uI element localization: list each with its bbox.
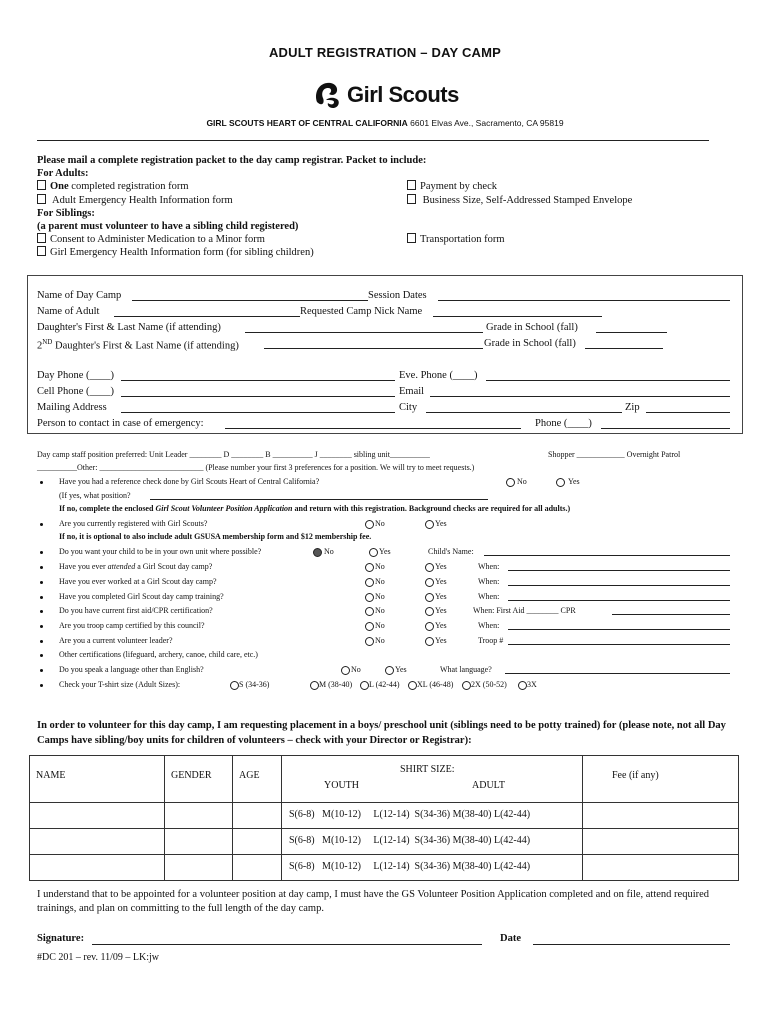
cell-phone-field[interactable] (121, 396, 395, 397)
bullet (40, 596, 43, 599)
emergency-contact-field[interactable] (225, 428, 521, 429)
own-unit-no-label: No (324, 547, 334, 556)
form-title: ADULT REGISTRATION – DAY CAMP (268, 45, 502, 60)
checkbox-girl-health[interactable] (37, 246, 46, 256)
attended-no-radio[interactable] (365, 563, 374, 572)
own-unit-question: Do you want your child to be in your own unit where possible? (59, 547, 262, 556)
fee-cell[interactable] (583, 829, 739, 855)
adult-label: ADULT (472, 780, 505, 791)
for-siblings-label: For Siblings: (37, 207, 95, 219)
fee-cell[interactable] (583, 855, 739, 881)
day-phone-label: Day Phone (____) (37, 370, 114, 381)
tshirt-size-label: S (34-36) (239, 680, 270, 689)
training-no-label: No (375, 592, 385, 601)
language-no-label: No (351, 665, 361, 674)
bullet (40, 566, 43, 569)
signature-label: Signature: (37, 933, 85, 944)
name-cell[interactable] (30, 803, 165, 829)
daughter2-label (37, 338, 239, 352)
tshirt-size-label: L (42-44) (369, 680, 400, 689)
certified-yes-radio[interactable] (425, 622, 434, 631)
ref-no-label: No (517, 477, 527, 486)
certified-no-label: No (375, 621, 385, 630)
name-header: NAME (30, 756, 165, 803)
for-adults-label: For Adults: (37, 168, 89, 180)
attended-when-field[interactable] (508, 570, 730, 571)
attended-italic: attended (107, 562, 136, 571)
zip-label: Zip (625, 402, 640, 413)
tshirt-question: Check your T-shirt size (Adult Sizes): (59, 680, 181, 689)
age-cell[interactable] (233, 855, 282, 881)
name-cell[interactable] (30, 829, 165, 855)
ref-check-yes-radio[interactable] (556, 478, 565, 487)
training-no-radio[interactable] (365, 593, 374, 602)
ref-position-label: (If yes, what position? (59, 491, 131, 500)
tshirt-size-label: 3X (527, 680, 537, 689)
one-label: One (50, 181, 69, 193)
tshirt-size-label: 2X (50-52) (471, 680, 507, 689)
training-when-field[interactable] (508, 600, 730, 601)
mailing-address-field[interactable] (121, 412, 395, 413)
own-unit-no-radio[interactable] (313, 548, 322, 557)
childs-name-field[interactable] (484, 555, 730, 556)
council-line (0, 118, 770, 128)
worked-when-field[interactable] (508, 585, 730, 586)
city-label: City (399, 402, 418, 413)
cell-phone-label: Cell Phone (____) (37, 386, 114, 397)
sibling-table (29, 755, 739, 881)
girl-health-label: Girl Emergency Health Information form (for sibling children) (50, 247, 314, 259)
registration-form-label: completed registration form (68, 181, 189, 193)
bullet (40, 625, 43, 628)
worked-yes-radio[interactable] (425, 578, 434, 587)
leader-no-radio[interactable] (365, 637, 374, 646)
fee-header: Fee (if any) (583, 756, 739, 803)
language-yes-radio[interactable] (385, 666, 394, 675)
ordinal-number: 2 (37, 340, 43, 352)
worked-no-label: No (375, 577, 385, 586)
bullet (40, 669, 43, 672)
first-aid-when-label: When: First Aid ________ CPR (473, 606, 576, 615)
daughter2-text: Daughter's First & Last Name (if attending) (52, 340, 239, 352)
girl-scouts-logo (313, 80, 463, 110)
ref-note (59, 504, 570, 513)
gender-cell[interactable] (165, 829, 233, 855)
shirt-size-header (282, 756, 583, 803)
consent-label: Consent to Administer Medication to a Minor form (50, 234, 265, 246)
grade2-label: Grade in School (fall) (484, 338, 576, 349)
council-address: 6601 Elvas Ave., Sacramento, CA 95819 (410, 118, 564, 128)
date-label: Date (500, 933, 521, 944)
fee-cell[interactable] (583, 803, 739, 829)
payment-label: Payment by check (420, 181, 497, 193)
session-dates-label: Session Dates (368, 290, 427, 301)
daughter2-field[interactable] (264, 348, 483, 349)
email-label: Email (399, 386, 425, 397)
attended-when-label: When: (478, 562, 500, 571)
size-options[interactable]: S(6-8) M(10-12) L(12-14) S(34-36) M(38-40) L(42-44) (282, 803, 583, 829)
training-question: Have you completed Girl Scout day camp training? (59, 592, 224, 601)
attended-question (59, 562, 212, 571)
packet-heading: Please mail a complete registration packet to the day camp registrar. Packet to include: (37, 155, 427, 166)
leader-question: Are you a current volunteer leader? (59, 636, 173, 645)
council-name: GIRL SCOUTS HEART OF CENTRAL CALIFORNIA (206, 118, 408, 128)
logo-wordmark: Girl Scouts (347, 82, 459, 107)
tshirt-size-radio[interactable] (230, 681, 239, 690)
gender-header: GENDER (165, 756, 233, 803)
leader-no-label: No (375, 636, 385, 645)
attended-a: Have you ever (59, 562, 108, 571)
what-language-label: What language? (440, 665, 492, 674)
worked-when-label: When: (478, 577, 500, 586)
first-aid-yes-label: Yes (435, 606, 447, 615)
leader-when-label: Troop # (478, 636, 504, 645)
adult-name-field[interactable] (114, 316, 300, 317)
youth-label: YOUTH (324, 780, 359, 791)
first-aid-yes-radio[interactable] (425, 607, 434, 616)
emergency-phone-field[interactable] (601, 428, 730, 429)
language-question: Do you speak a language other than English? (59, 665, 204, 674)
daughter1-field[interactable] (245, 332, 483, 333)
worked-yes-label: Yes (435, 577, 447, 586)
ref-note-a: If no, complete the enclosed (59, 504, 156, 513)
envelope-label: Business Size, Self-Addressed Stamped Envelope (420, 194, 633, 206)
tshirt-size-label: M (38-40) (319, 680, 353, 689)
what-language-field[interactable] (505, 673, 730, 674)
grade2-field[interactable] (585, 348, 663, 349)
other-cert-question: Other certifications (lifeguard, archery, canoe, child care, etc.) (59, 650, 258, 659)
tshirt-size-radio[interactable] (462, 681, 471, 690)
eve-phone-label: Eve. Phone (____) (399, 370, 478, 381)
first-aid-no-label: No (375, 606, 385, 615)
day-phone-field[interactable] (121, 380, 395, 381)
certified-when-field[interactable] (508, 629, 730, 630)
ref-yes-label: Yes (568, 477, 580, 486)
own-unit-yes-label: Yes (379, 547, 391, 556)
tshirt-size-radio[interactable] (518, 681, 527, 690)
tshirt-size-radio[interactable] (360, 681, 369, 690)
trefoil-profile-icon (313, 80, 343, 110)
checkbox-consent[interactable] (37, 233, 46, 243)
name-cell[interactable] (30, 855, 165, 881)
session-dates-field[interactable] (438, 300, 730, 301)
header-divider (37, 140, 709, 141)
staff-position-line-b: Shopper ____________ Overnight Patrol (548, 450, 681, 459)
language-yes-label: Yes (395, 665, 407, 674)
tshirt-size-radio[interactable] (408, 681, 417, 690)
registered-note: If no, it is optional to also include adult GSUSA membership form and $12 membership fee. (59, 532, 372, 541)
bullet (40, 684, 43, 687)
ref-note-italic: Girl Scout Volunteer Position Application (155, 504, 293, 513)
grade1-label: Grade in School (fall) (486, 322, 578, 333)
ref-note-b: and return with this registration. Background checks are required for all adults.) (292, 504, 571, 513)
health-form-label: Adult Emergency Health Information form (50, 194, 233, 206)
bullet (40, 481, 43, 484)
attended-yes-label: Yes (435, 562, 447, 571)
daughter1-label: Daughter's First & Last Name (if attending) (37, 322, 221, 333)
attended-b: a Girl Scout day camp? (135, 562, 213, 571)
emergency-contact-label: Person to contact in case of emergency: (37, 418, 204, 429)
staff-position-line: Day camp staff position preferred: Unit Leader ________ D ________ B __________ J ________ sibling unit__________ (37, 450, 430, 459)
mailing-address-label: Mailing Address (37, 402, 107, 413)
grade1-field[interactable] (596, 332, 667, 333)
registered-no-radio[interactable] (365, 520, 374, 529)
age-cell[interactable] (233, 829, 282, 855)
form-number: #DC 201 – rev. 11/09 – LK:jw (37, 952, 160, 963)
own-unit-yes-radio[interactable] (369, 548, 378, 557)
contact-info-box (27, 275, 743, 434)
gender-cell[interactable] (165, 855, 233, 881)
volunteer-placement-text: In order to volunteer for this day camp, I am requesting placement in a boys/ preschool unit (siblings need to be potty trained) for (please note, not all Day Camps have sibling/boy units for children of volunteers – check with your Director or Registrar): (37, 720, 726, 746)
checkbox-payment[interactable] (407, 180, 416, 190)
ref-position-field[interactable] (150, 499, 488, 500)
tshirt-size-radio[interactable] (310, 681, 319, 690)
checkbox-envelope[interactable] (407, 194, 416, 204)
agreement-text: I understand that to be appointed for a volunteer position at day camp, I must have the GS Volunteer Position Application completed and on file, attend required trainings, and plan on committing to the full length of the day camp. (37, 889, 710, 914)
checkbox-transport[interactable] (407, 233, 416, 243)
sibling-note: (a parent must volunteer to have a sibling child registered) (37, 220, 299, 232)
certified-no-radio[interactable] (365, 622, 374, 631)
nick-name-label: Requested Camp Nick Name (300, 306, 423, 317)
size-options[interactable]: S(6-8) M(10-12) L(12-14) S(34-36) M(38-40) L(42-44) (282, 855, 583, 881)
zip-field[interactable] (646, 412, 730, 413)
leader-yes-label: Yes (435, 636, 447, 645)
nick-name-field[interactable] (433, 316, 602, 317)
registered-question: Are you currently registered with Girl Scouts? (59, 519, 208, 528)
email-field[interactable] (430, 396, 730, 397)
leader-yes-radio[interactable] (425, 637, 434, 646)
certified-when-label: When: (478, 621, 500, 630)
date-field[interactable] (533, 944, 730, 945)
worked-no-radio[interactable] (365, 578, 374, 587)
tshirt-size-label: XL (46-48) (417, 680, 454, 689)
registered-yes-label: Yes (435, 519, 447, 528)
language-no-radio[interactable] (341, 666, 350, 675)
ref-check-no-radio[interactable] (506, 478, 515, 487)
signature-field[interactable] (92, 944, 482, 945)
gender-cell[interactable] (165, 803, 233, 829)
bullet (40, 581, 43, 584)
transport-label: Transportation form (420, 234, 505, 246)
registered-no-label: No (375, 519, 385, 528)
bullet (40, 551, 43, 554)
first-aid-question: Do you have current first aid/CPR certification? (59, 606, 213, 615)
certified-yes-label: Yes (435, 621, 447, 630)
emergency-phone-label: Phone (____) (535, 418, 592, 429)
bullet (40, 610, 43, 613)
day-camp-field[interactable] (132, 300, 368, 301)
city-field[interactable] (426, 412, 622, 413)
first-aid-no-radio[interactable] (365, 607, 374, 616)
training-when-label: When: (478, 592, 500, 601)
attended-no-label: No (375, 562, 385, 571)
attended-yes-radio[interactable] (425, 563, 434, 572)
leader-when-field[interactable] (508, 644, 730, 645)
bullet (40, 640, 43, 643)
eve-phone-field[interactable] (486, 380, 730, 381)
age-header: AGE (233, 756, 282, 803)
first-aid-when-field[interactable] (612, 614, 730, 615)
adult-name-label: Name of Adult (37, 306, 100, 317)
bullet (40, 654, 43, 657)
bullet (40, 523, 43, 526)
childs-name-label: Child's Name: (428, 547, 474, 556)
worked-question: Have you ever worked at a Girl Scout day camp? (59, 577, 217, 586)
day-camp-label: Name of Day Camp (37, 290, 122, 301)
training-yes-label: Yes (435, 592, 447, 601)
packet-instructions (37, 154, 717, 260)
age-cell[interactable] (233, 803, 282, 829)
checkbox-registration-form[interactable] (37, 180, 46, 190)
ref-check-question: Have you had a reference check done by Girl Scouts Heart of Central California? (59, 477, 320, 486)
certified-question: Are you troop camp certified by this council? (59, 621, 205, 630)
shirt-size-label: SHIRT SIZE: (400, 764, 455, 775)
size-options[interactable]: S(6-8) M(10-12) L(12-14) S(34-36) M(38-40) L(42-44) (282, 829, 583, 855)
staff-other-line: __________Other: __________________________ (Please number your first 3 preferences for a position. We will try to meet requests.) (37, 463, 475, 472)
checkbox-health-form[interactable] (37, 194, 46, 204)
registered-yes-radio[interactable] (425, 520, 434, 529)
training-yes-radio[interactable] (425, 593, 434, 602)
ordinal-suffix: ND (42, 338, 53, 346)
